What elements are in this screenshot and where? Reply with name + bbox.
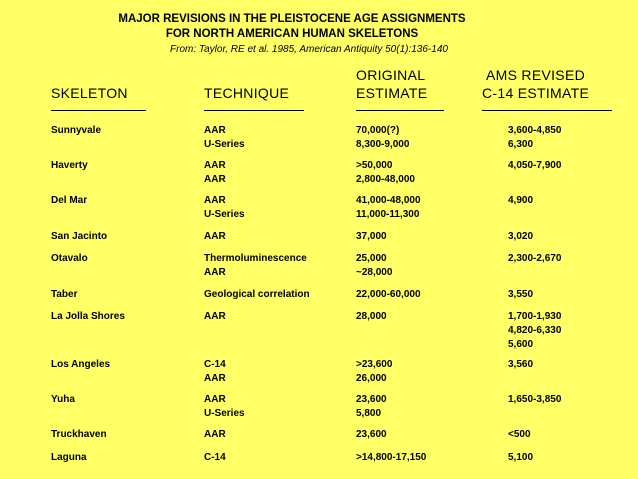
original-estimate-cell-line: 70,000(?): [356, 125, 400, 136]
original-estimate-cell-line: >14,800-17,150: [356, 452, 427, 463]
technique-cell-line: U-Series: [204, 408, 245, 419]
original-estimate-cell-line: 23,600: [356, 429, 387, 440]
original-estimate-cell-line: 5,800: [356, 408, 382, 419]
skeleton-name: Yuha: [51, 394, 75, 405]
ams-estimate-cell-line: 1,700-1,930: [508, 311, 562, 322]
original-estimate-cell: [356, 358, 392, 386]
technique-cell: [204, 310, 226, 324]
technique-cell-line: C-14: [204, 452, 226, 463]
technique-cell: [204, 230, 226, 244]
ams-estimate-cell: [508, 252, 561, 266]
skeleton-name: Taber: [51, 289, 78, 300]
title-line-1: MAJOR REVISIONS IN THE PLEISTOCENE AGE ASSIGNMENTS: [118, 13, 466, 25]
technique-cell-line: Geological correlation: [204, 289, 310, 300]
ams-estimate-cell-line: 5,600: [508, 339, 534, 350]
original-estimate-cell-line: ~28,000: [356, 267, 393, 278]
header-rule-ams: [482, 110, 612, 111]
header-original-line-2: ESTIMATE: [356, 85, 428, 101]
original-estimate-cell-line: 25,000: [356, 253, 387, 264]
skeleton-name: Laguna: [51, 452, 87, 463]
ams-estimate-cell: [508, 310, 561, 352]
header-technique: TECHNIQUE: [204, 85, 290, 101]
technique-cell-line: U-Series: [204, 139, 245, 150]
technique-cell-line: AAR: [204, 373, 226, 384]
original-estimate-cell: [356, 393, 387, 421]
skeleton-name: Los Angeles: [51, 359, 111, 370]
technique-cell: [204, 124, 245, 152]
header-rule-original: [356, 110, 444, 111]
technique-cell-line: C-14: [204, 359, 226, 370]
skeleton-name: Otavalo: [51, 253, 88, 264]
original-estimate-cell-line: 28,000: [356, 311, 387, 322]
ams-estimate-cell-line: 4,900: [508, 195, 534, 206]
technique-cell-line: AAR: [204, 267, 226, 278]
page-title: [0, 12, 638, 57]
original-estimate-cell: [356, 159, 415, 187]
technique-cell-line: U-Series: [204, 209, 245, 220]
title-line-2: FOR NORTH AMERICAN HUMAN SKELETONS: [165, 28, 419, 40]
skeleton-name: San Jacinto: [51, 231, 108, 242]
original-estimate-cell: [356, 428, 387, 442]
original-estimate-cell: [356, 230, 387, 244]
original-estimate-cell: [356, 288, 421, 302]
original-estimate-cell-line: 37,000: [356, 231, 387, 242]
ams-estimate-cell: [508, 194, 533, 208]
original-estimate-cell-line: 23,600: [356, 394, 387, 405]
technique-cell: [204, 451, 226, 465]
header-skeleton: SKELETON: [51, 85, 128, 101]
ams-estimate-cell: [508, 451, 533, 465]
skeleton-name: Del Mar: [51, 195, 88, 206]
original-estimate-cell-line: 22,000-60,000: [356, 289, 421, 300]
technique-cell: [204, 393, 245, 421]
technique-cell-line: AAR: [204, 160, 226, 171]
source-citation: From: Taylor, RE et al. 1985, American Antiquity 50(1):136-140: [170, 44, 448, 55]
technique-cell: [204, 159, 226, 187]
header-ams-line-2: C-14 ESTIMATE: [482, 85, 590, 101]
original-estimate-cell: [356, 310, 387, 324]
skeleton-name: La Jolla Shores: [51, 311, 125, 322]
skeleton-name: Haverty: [51, 160, 88, 171]
original-estimate-cell: [356, 124, 409, 152]
header-rule-skeleton: [51, 110, 146, 111]
ams-estimate-cell-line: 3,550: [508, 289, 534, 300]
ams-estimate-cell: [508, 159, 561, 173]
ams-estimate-cell: [508, 358, 533, 372]
technique-cell-line: AAR: [204, 429, 226, 440]
ams-estimate-cell-line: 3,600-4,850: [508, 125, 562, 136]
ams-estimate-cell-line: 2,300-2,670: [508, 253, 562, 264]
technique-cell: [204, 428, 226, 442]
ams-estimate-cell-line: 3,020: [508, 231, 534, 242]
original-estimate-cell-line: >50,000: [356, 160, 393, 171]
ams-estimate-cell-line: 6,300: [508, 139, 534, 150]
ams-estimate-cell-line: 5,100: [508, 452, 534, 463]
technique-cell-line: AAR: [204, 394, 226, 405]
original-estimate-cell: [356, 252, 392, 280]
technique-cell: [204, 194, 245, 222]
original-estimate-cell-line: >23,600: [356, 359, 393, 370]
ams-estimate-cell: [508, 393, 561, 407]
ams-estimate-cell-line: 3,560: [508, 359, 534, 370]
original-estimate-cell-line: 26,000: [356, 373, 387, 384]
header-ams-line-1: AMS REVISED: [486, 67, 585, 83]
skeleton-name: Truckhaven: [51, 429, 107, 440]
ams-estimate-cell-line: 4,050-7,900: [508, 160, 562, 171]
ams-estimate-cell-line: 1,650-3,850: [508, 394, 562, 405]
technique-cell-line: AAR: [204, 125, 226, 136]
technique-cell-line: AAR: [204, 174, 226, 185]
ams-estimate-cell-line: <500: [508, 429, 531, 440]
technique-cell: [204, 252, 307, 280]
technique-cell-line: AAR: [204, 195, 226, 206]
ams-estimate-cell: [508, 428, 531, 442]
ams-estimate-cell-line: 4,820-6,330: [508, 325, 562, 336]
technique-cell-line: AAR: [204, 311, 226, 322]
original-estimate-cell-line: 2,800-48,000: [356, 174, 415, 185]
original-estimate-cell-line: 11,000-11,300: [356, 209, 420, 220]
ams-estimate-cell: [508, 288, 533, 302]
header-original-line-1: ORIGINAL: [356, 67, 426, 83]
original-estimate-cell: [356, 451, 426, 465]
technique-cell-line: AAR: [204, 231, 226, 242]
original-estimate-cell-line: 41,000-48,000: [356, 195, 421, 206]
technique-cell: [204, 358, 226, 386]
technique-cell: [204, 288, 310, 302]
original-estimate-cell: [356, 194, 421, 222]
ams-estimate-cell: [508, 230, 533, 244]
header-rule-technique: [204, 110, 304, 111]
ams-estimate-cell: [508, 124, 561, 152]
skeleton-name: Sunnyvale: [51, 125, 102, 136]
technique-cell-line: Thermoluminescence: [204, 253, 307, 264]
original-estimate-cell-line: 8,300-9,000: [356, 139, 410, 150]
